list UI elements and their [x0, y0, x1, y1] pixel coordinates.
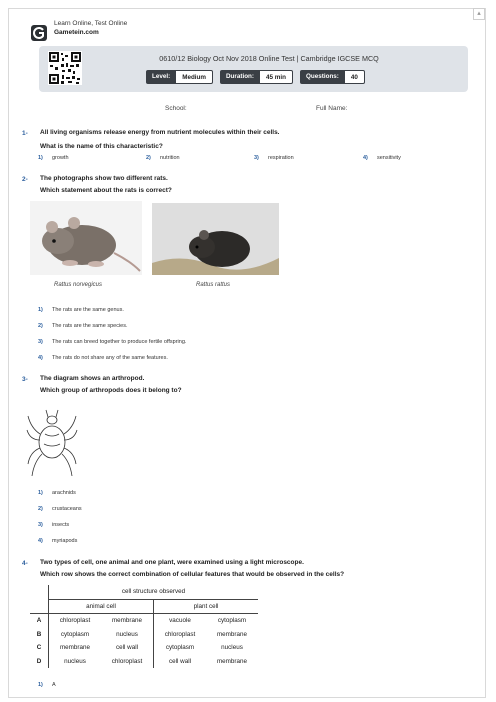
- duration-value: 45 min: [260, 70, 293, 84]
- option-text[interactable]: nutrition: [160, 155, 180, 161]
- cell-structure-table: [30, 585, 258, 668]
- option-text[interactable]: insects: [52, 522, 70, 528]
- scroll-up-icon[interactable]: ▴: [473, 8, 485, 20]
- option-number[interactable]: 3): [38, 522, 43, 528]
- option-text[interactable]: The rats can breed together to produce fertile offspring.: [52, 339, 187, 345]
- option-number[interactable]: 4): [363, 155, 368, 161]
- option-text[interactable]: myriapods: [52, 538, 78, 544]
- photo-caption: Rattus rattus: [196, 282, 231, 288]
- option-number[interactable]: 1): [38, 155, 43, 161]
- question-text: The photographs show two different rats.: [40, 175, 168, 182]
- table-row: B cytoplasm nucleus chloroplast membrane: [30, 628, 258, 642]
- questions-badge: [300, 70, 365, 84]
- option-number[interactable]: 2): [38, 506, 43, 512]
- rat-photo-norvegicus: [30, 201, 142, 275]
- level-badge: [146, 70, 213, 84]
- table-subheader: animal cell: [49, 599, 154, 614]
- rat-illustration-icon: [152, 203, 279, 275]
- option-number[interactable]: 1): [38, 490, 43, 496]
- question-number: 1-: [22, 130, 28, 137]
- rat-photo-rattus: [152, 203, 279, 275]
- arthropod-diagram: [26, 400, 78, 480]
- question-text: What is the name of this characteristic?: [40, 143, 163, 150]
- option-text[interactable]: respiration: [268, 155, 294, 161]
- option-number[interactable]: 3): [38, 339, 43, 345]
- test-title: 0610/12 Biology Oct Nov 2018 Online Test | Cambridge IGCSE MCQ: [159, 54, 379, 63]
- option-text[interactable]: arachnids: [52, 490, 76, 496]
- question-text: Two types of cell, one animal and one plant, were examined using a light microscope.: [40, 559, 304, 566]
- table-corner: [30, 585, 49, 599]
- school-label: School:: [165, 105, 187, 112]
- level-label: Level:: [146, 70, 176, 84]
- fullname-label: Full Name:: [316, 105, 348, 112]
- gametein-logo-icon: [30, 24, 48, 42]
- question-number: 2-: [22, 176, 28, 183]
- duration-badge: [220, 70, 293, 84]
- question-text: Which group of arthropods does it belong to?: [40, 387, 182, 394]
- option-number[interactable]: 1): [38, 682, 43, 688]
- table-header: cell structure observed: [49, 585, 259, 599]
- option-number[interactable]: 2): [38, 323, 43, 329]
- level-value: Medium: [176, 70, 213, 84]
- question-text: All living organisms release energy from nutrient molecules within their cells.: [40, 129, 280, 136]
- logo-site-name: Gametein.com: [54, 29, 99, 36]
- option-text[interactable]: growth: [52, 155, 69, 161]
- option-text[interactable]: crustaceans: [52, 506, 82, 512]
- questions-value: 40: [345, 70, 365, 84]
- table-row: A chloroplast membrane vacuole cytoplasm: [30, 614, 258, 628]
- question-number: 4-: [22, 560, 28, 567]
- logo-tagline: Learn Online, Test Online: [54, 20, 128, 27]
- option-text[interactable]: The rats do not share any of the same features.: [52, 355, 168, 361]
- option-text[interactable]: A: [52, 682, 56, 688]
- table-subheader: plant cell: [154, 599, 259, 614]
- table-row: C membrane cell wall cytoplasm nucleus: [30, 641, 258, 655]
- option-text[interactable]: The rats are the same species.: [52, 323, 128, 329]
- option-number[interactable]: 2): [146, 155, 151, 161]
- questions-label: Questions:: [300, 70, 345, 84]
- test-header: [39, 46, 468, 92]
- question-number: 3-: [22, 376, 28, 383]
- table-row: D nucleus chloroplast cell wall membrane: [30, 655, 258, 669]
- duration-label: Duration:: [220, 70, 260, 84]
- option-number[interactable]: 3): [254, 155, 259, 161]
- qr-code-icon: [48, 51, 82, 85]
- question-text: Which row shows the correct combination of cellular features that would be observed in the cells?: [40, 571, 345, 578]
- question-text: Which statement about the rats is correct?: [40, 187, 172, 194]
- rat-illustration-icon: [30, 201, 142, 275]
- option-number[interactable]: 4): [38, 355, 43, 361]
- photo-caption: Rattus norvegicus: [54, 282, 103, 288]
- option-number[interactable]: 4): [38, 538, 43, 544]
- option-number[interactable]: 1): [38, 307, 43, 313]
- table-corner: [30, 599, 49, 614]
- option-text[interactable]: sensitivity: [377, 155, 401, 161]
- option-text[interactable]: The rats are the same genus.: [52, 307, 124, 313]
- question-text: The diagram shows an arthropod.: [40, 375, 145, 382]
